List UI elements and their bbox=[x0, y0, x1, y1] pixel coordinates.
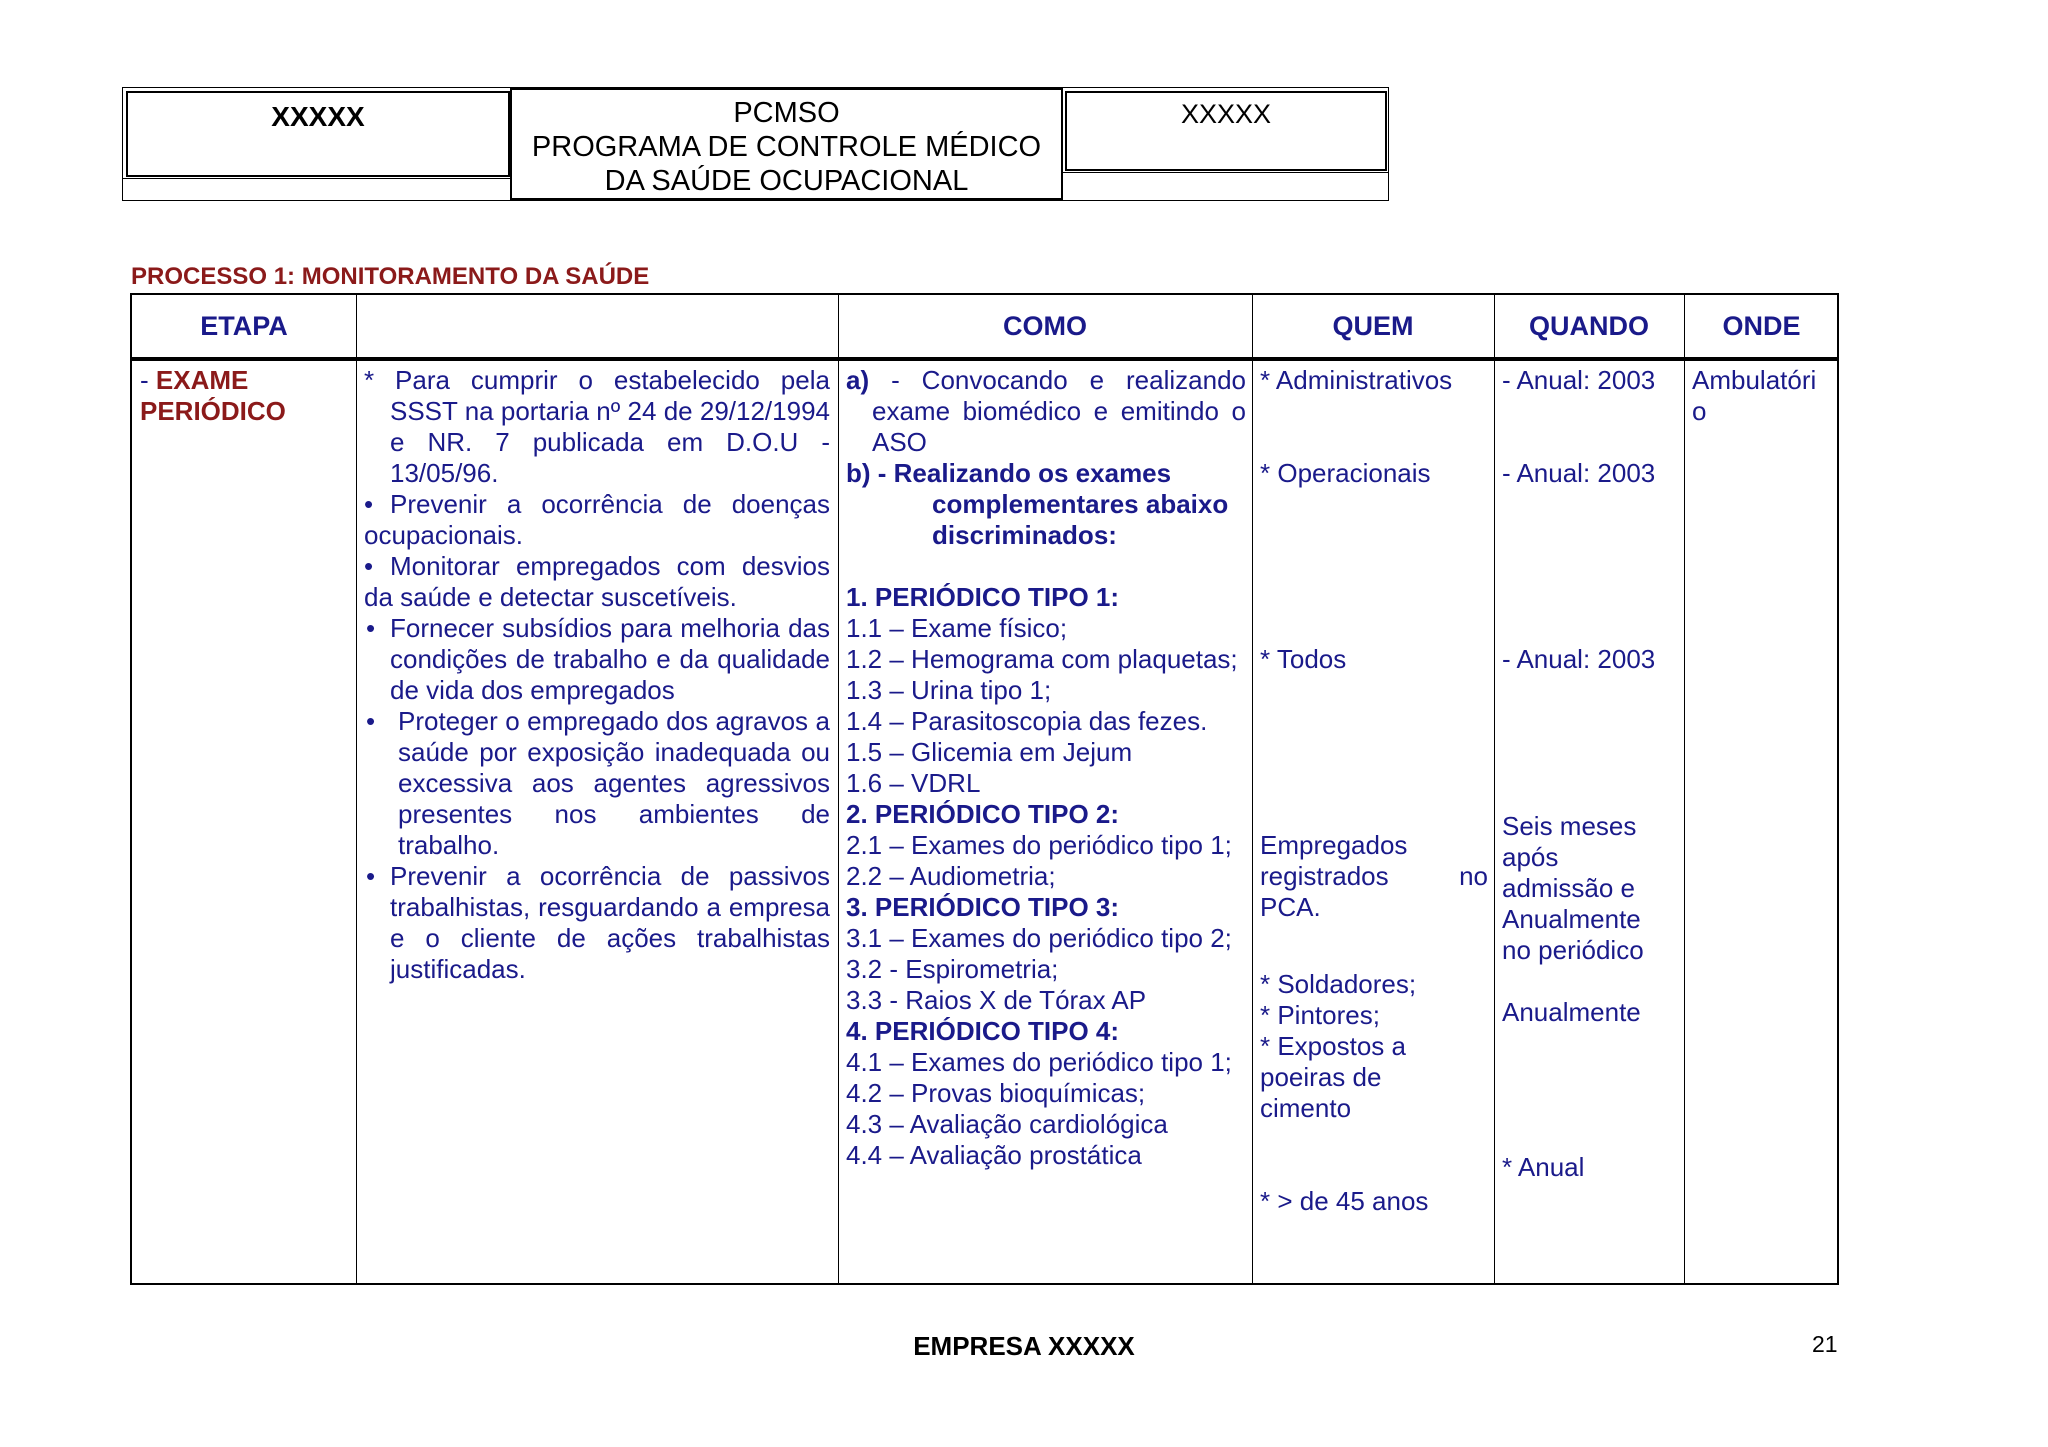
como-item: 4.1 – Exames do periódico tipo 1; bbox=[846, 1047, 1232, 1077]
quem-item: registrados no bbox=[1260, 861, 1488, 891]
spacer bbox=[1502, 489, 1678, 644]
quando-item: - Anual: 2003 bbox=[1502, 365, 1656, 395]
spacer bbox=[1502, 675, 1678, 811]
th-como: COMO bbox=[1003, 311, 1087, 341]
como-item: 2.1 – Exames do periódico tipo 1; bbox=[846, 830, 1232, 860]
header-title bbox=[510, 88, 1063, 200]
spacer bbox=[1502, 1028, 1678, 1152]
como-tipo2-title: 2. PERIÓDICO TIPO 2: bbox=[846, 799, 1120, 829]
onde-line: Ambulatóri bbox=[1692, 365, 1817, 395]
como-item: 2.2 – Audiometria; bbox=[846, 861, 1056, 891]
quando-item: * Anual bbox=[1502, 1152, 1585, 1182]
spacer bbox=[1260, 1124, 1488, 1186]
como-tipo4-title: 4. PERIÓDICO TIPO 4: bbox=[846, 1016, 1120, 1046]
process-table bbox=[130, 293, 1839, 1285]
spacer bbox=[1502, 966, 1678, 997]
col-divider bbox=[356, 295, 357, 1283]
document-header bbox=[122, 87, 1389, 201]
como-item: 1.2 – Hemograma com plaquetas; bbox=[846, 644, 1238, 674]
quem-item: PCA. bbox=[1260, 892, 1321, 922]
quem-item: * Administrativos bbox=[1260, 365, 1453, 395]
quem-item: * Todos bbox=[1260, 644, 1347, 674]
col-divider bbox=[838, 295, 839, 1283]
como-tipo3-title: 3. PERIÓDICO TIPO 3: bbox=[846, 892, 1120, 922]
quem-item: * Expostos a poeiras de cimento bbox=[1260, 1031, 1406, 1123]
header-divider-left bbox=[123, 178, 510, 179]
quando-item: Seis meses após admissão e Anualmente no periódico bbox=[1502, 811, 1644, 965]
quem-item: * Soldadores; bbox=[1260, 969, 1417, 999]
quem-item: * Pintores; bbox=[1260, 1000, 1380, 1030]
como-item: 4.4 – Avaliação prostática bbox=[846, 1140, 1142, 1170]
cell-como bbox=[846, 365, 1246, 1171]
objetivo-bullet: • Monitorar empregados com desvios da saúde e detectar suscetíveis. bbox=[364, 551, 830, 612]
como-item: 1.5 – Glicemia em Jejum bbox=[846, 737, 1133, 767]
objetivo-bullet: • Prevenir a ocorrência de passivos trabalhistas, resguardando a empresa e o cliente de ações trabalhistas justificadas. bbox=[364, 861, 830, 985]
como-item: 1.1 – Exame físico; bbox=[846, 613, 1068, 643]
quem-item: * > de 45 anos bbox=[1260, 1186, 1429, 1216]
col-divider bbox=[1252, 295, 1253, 1283]
como-item: 1.6 – VDRL bbox=[846, 768, 981, 798]
etapa-prefix: - bbox=[140, 365, 156, 395]
como-item-b: b) - Realizando os exames complementares abaixo discriminados: bbox=[846, 458, 1229, 550]
objetivo-bullet: • Prevenir a ocorrência de doenças ocupacionais. bbox=[364, 489, 830, 550]
quem-item: Empregados bbox=[1260, 830, 1408, 860]
objetivo-intro-line1: * Para cumprir o estabelecido pela bbox=[364, 365, 830, 395]
objetivo-bullet: • Fornecer subsídios para melhoria das condições de trabalho e da qualidade de vida dos empregados bbox=[364, 613, 830, 706]
cell-objetivo bbox=[364, 365, 830, 985]
header-company-right: XXXXX bbox=[1065, 91, 1387, 171]
como-tipo1-title: 1. PERIÓDICO TIPO 1: bbox=[846, 582, 1120, 612]
como-item: 4.3 – Avaliação cardiológica bbox=[846, 1109, 1168, 1139]
quem-item: * Operacionais bbox=[1260, 458, 1431, 488]
page-number: 21 bbox=[1812, 1331, 1838, 1357]
spacer bbox=[1260, 675, 1488, 830]
objetivo-bullet: • Proteger o empregado dos agravos a saúde por exposição inadequada ou excessiva aos agentes agressivos presentes nos ambientes de trabalho. bbox=[364, 706, 830, 861]
header-title-line1: PCMSO bbox=[733, 97, 840, 129]
quando-item: - Anual: 2003 bbox=[1502, 458, 1656, 488]
col-divider bbox=[1684, 295, 1685, 1283]
cell-quem bbox=[1260, 365, 1488, 1217]
como-item: 1.3 – Urina tipo 1; bbox=[846, 675, 1052, 705]
th-onde: ONDE bbox=[1722, 311, 1801, 341]
etapa-label1: EXAME bbox=[155, 365, 249, 395]
th-quando: QUANDO bbox=[1529, 311, 1649, 341]
spacer bbox=[1260, 396, 1488, 458]
como-item: 3.3 - Raios X de Tórax AP bbox=[846, 985, 1147, 1015]
spacer bbox=[1260, 923, 1488, 969]
cell-quando bbox=[1502, 365, 1678, 1183]
quando-item: - Anual: 2003 bbox=[1502, 644, 1656, 674]
th-objetivo bbox=[356, 295, 838, 357]
col-divider bbox=[1494, 295, 1495, 1283]
como-item: 3.1 – Exames do periódico tipo 2; bbox=[846, 923, 1232, 953]
header-row-divider bbox=[132, 357, 1837, 361]
cell-etapa bbox=[140, 365, 350, 427]
th-quem: QUEM bbox=[1332, 311, 1414, 341]
como-item-a: a) - Convocando e realizando exame biomédico e emitindo o ASO bbox=[846, 365, 1246, 457]
header-divider-right bbox=[1063, 172, 1388, 173]
header-title-line3: DA SAÚDE OCUPACIONAL bbox=[604, 165, 969, 197]
th-etapa: ETAPA bbox=[200, 311, 288, 341]
spacer bbox=[1502, 396, 1678, 458]
como-item: 3.2 - Espirometria; bbox=[846, 954, 1059, 984]
objetivo-intro-rest: SSST na portaria nº 24 de 29/12/1994 e NR. 7 publicada em D.O.U - 13/05/96. bbox=[390, 396, 830, 488]
process-title: PROCESSO 1: MONITORAMENTO DA SAÚDE bbox=[131, 263, 650, 290]
spacer bbox=[846, 551, 1246, 582]
onde-line: o bbox=[1692, 396, 1707, 426]
como-item: 4.2 – Provas bioquímicas; bbox=[846, 1078, 1146, 1108]
spacer bbox=[1260, 489, 1488, 644]
etapa-label2: PERIÓDICO bbox=[140, 396, 286, 426]
cell-onde bbox=[1692, 365, 1837, 427]
header-title-line2: PROGRAMA DE CONTROLE MÉDICO bbox=[531, 131, 1042, 163]
footer-company: EMPRESA XXXXX bbox=[913, 1331, 1135, 1361]
header-company-left: XXXXX bbox=[126, 91, 510, 177]
quando-item: Anualmente bbox=[1502, 997, 1641, 1027]
como-item: 1.4 – Parasitoscopia das fezes. bbox=[846, 706, 1208, 736]
